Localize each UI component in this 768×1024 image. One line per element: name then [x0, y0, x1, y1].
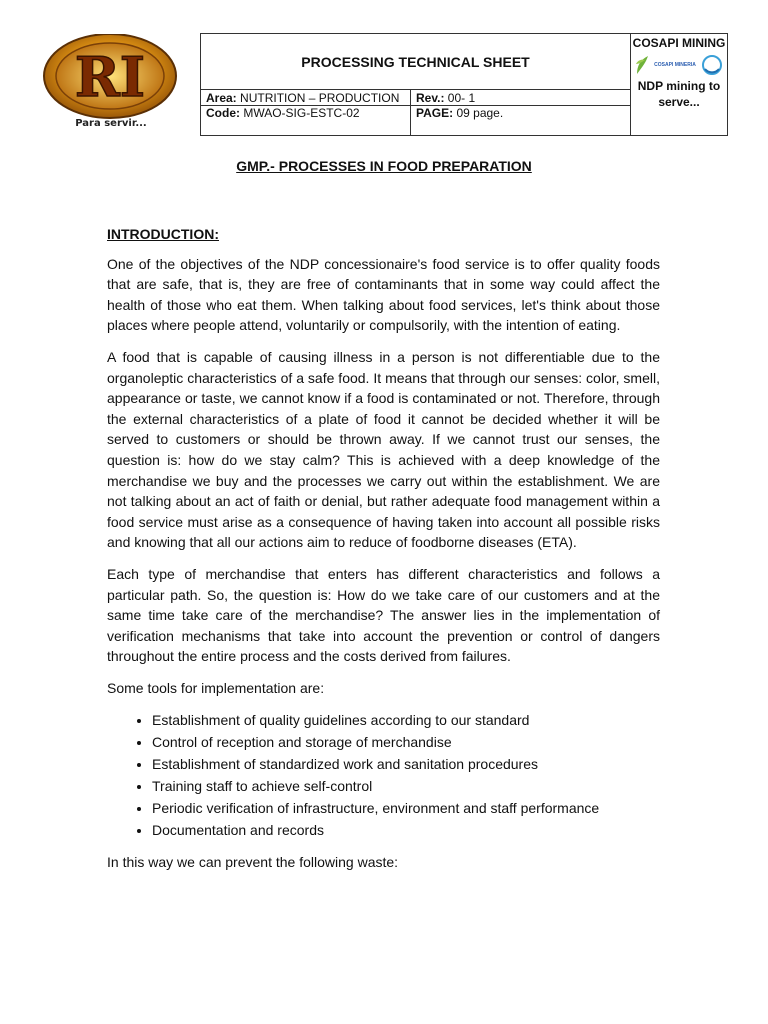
leaf-icon: [634, 54, 650, 76]
area-cell: [201, 90, 411, 106]
tools-intro: Some tools for implementation are:: [107, 679, 325, 696]
header-table: [200, 33, 728, 136]
area-label: Area:: [206, 90, 237, 105]
list-item: • Documentation and records: [152, 819, 660, 841]
tools-list: [107, 709, 660, 841]
cosapi-wordmark: COSAPI MINERIA: [654, 62, 696, 68]
page-value: 09 page.: [456, 106, 504, 120]
code-label: Code:: [206, 106, 240, 120]
rev-label: Rev.:: [416, 90, 445, 105]
sheet-title: PROCESSING TECHNICAL SHEET: [201, 34, 631, 90]
logo-monogram: RI: [74, 45, 146, 109]
list-item: • Control of reception and storage of merchandise: [152, 731, 660, 753]
company-cell: [631, 34, 728, 136]
list-item: • Establishment of quality guidelines according to our standard: [152, 709, 660, 731]
document-title: GMP.- PROCESSES IN FOOD PREPARATION: [236, 158, 532, 174]
code-cell: [201, 106, 411, 136]
area-value: NUTRITION – PRODUCTION: [240, 90, 400, 105]
closing-paragraph: In this way we can prevent the following waste:: [107, 854, 399, 871]
company-logo: [40, 34, 180, 134]
logo-caption: Para servir...: [75, 118, 147, 129]
page-label: PAGE:: [416, 106, 454, 120]
company-title: COSAPI MINING: [632, 36, 726, 50]
paragraph: One of the objectives of the NDP concessionaire's food service is to offer quality foods that are safe, that is, they are free of contaminants that in some way could affect the health of those who eat them. When talking about food services, let's think about those places where people attend, voluntarily or compulsorily, with the intention of eating.: [107, 255, 660, 334]
paragraph: Each type of merchandise that enters has different characteristics and follows a particular path. So, the question is: How do we take care of our customers and at the same time take care of the merchandise? The answer lies in the implementation of verification mechanisms that take into account the prevention or control of dangers throughout the entire process and the costs derived from failures.: [107, 565, 660, 665]
paragraph: A food that is capable of causing illness in a person is not differentiable due to the organoleptic characteristics of a safe food. It means that through our senses: color, smell, appearance or taste, we cannot know if a food is contaminated or not. Therefore, through the external characteristics of a plate of food it cannot be decided whether it will be served to customers or should be thrown away. If we cannot trust our senses, the question is: how do we stay calm? This is achieved with a deep knowledge of the merchandise we buy and the processes we carry out within the establishment. We are not talking about an act of faith or denial, but rather adequate food management within a food service must arise as a consequence of having taken into account all possible risks and knowing that all our actions aim to reduce of foodborne diseases (ETA).: [107, 348, 660, 551]
section-heading: INTRODUCTION:: [107, 226, 219, 242]
page-cell: [411, 106, 631, 136]
code-value: MWAO-SIG-ESTC-02: [243, 106, 360, 120]
ring-icon: [700, 53, 724, 77]
rev-cell: [411, 90, 631, 106]
cosapi-logo: [631, 52, 727, 78]
rev-value: 00- 1: [447, 90, 476, 105]
list-item: • Periodic verification of infrastructure, environment and staff performance: [152, 797, 660, 819]
list-item: • Training staff to achieve self-control: [152, 775, 660, 797]
document-body: [107, 224, 660, 884]
company-subtitle: NDP mining to serve...: [637, 79, 721, 109]
list-item: • Establishment of standardized work and sanitation procedures: [152, 753, 660, 775]
